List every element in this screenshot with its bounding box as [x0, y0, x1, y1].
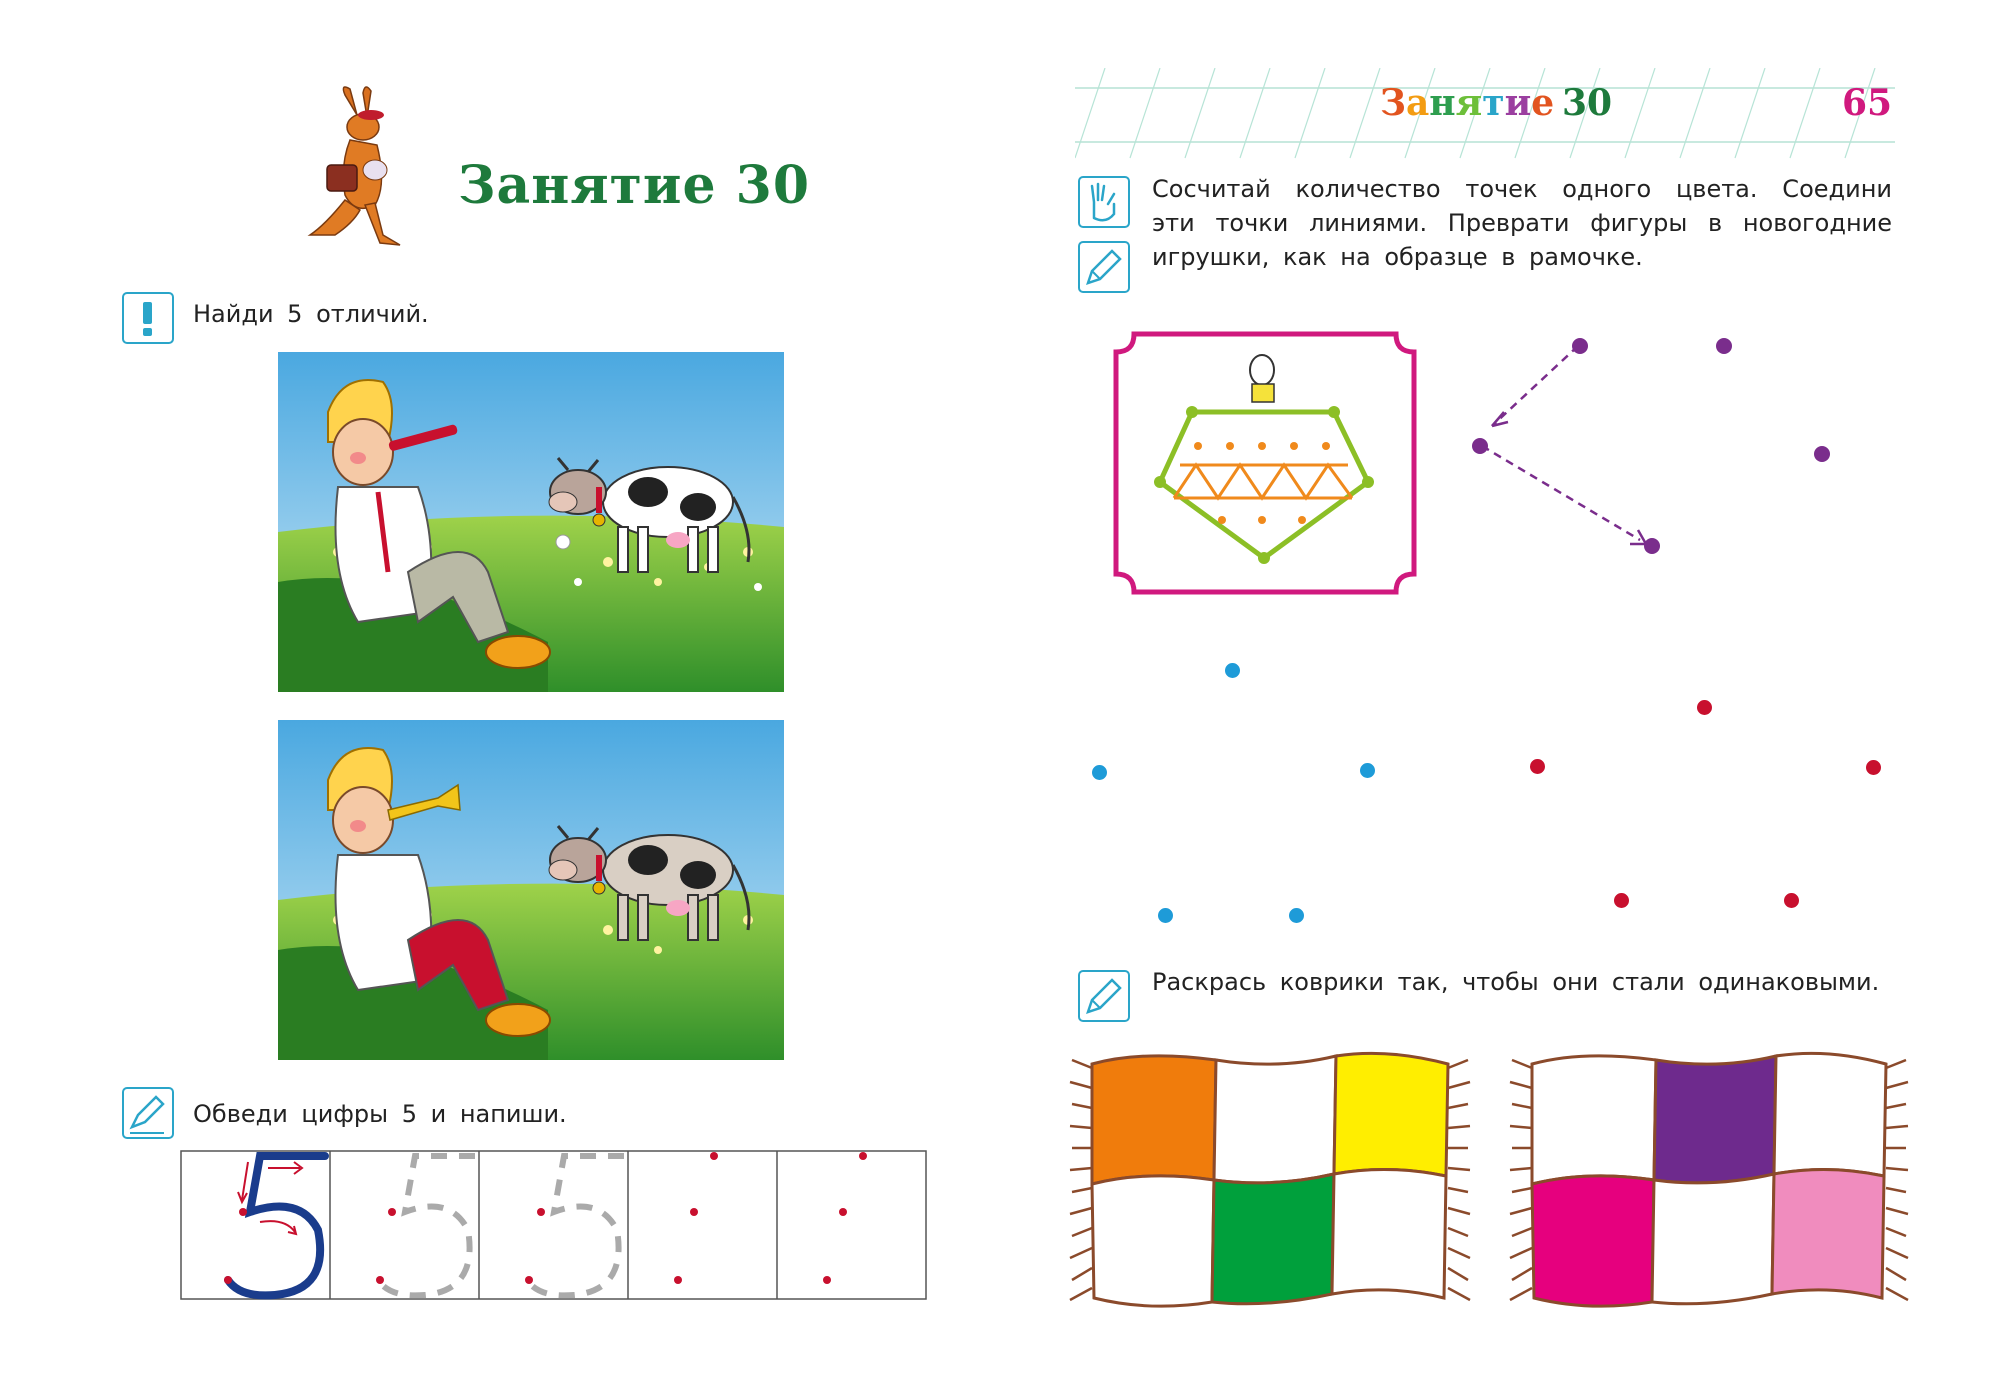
blue-dot: [1225, 663, 1240, 678]
header-letter: т: [1482, 82, 1505, 124]
task1-instruction: Найди 5 отличий.: [193, 300, 429, 328]
header-letter: е: [1531, 82, 1555, 124]
difference-picture-1: [278, 352, 784, 692]
difference-picture-2: [278, 720, 784, 1060]
header-letter: я: [1455, 82, 1483, 124]
exclamation-icon: [122, 292, 174, 344]
task3-instruction: Сосчитай количество точек одного цвета. Соедини эти точки линиями. Преврати фигуры в новогодние игрушки, как на образце в рамочке.: [1152, 175, 1892, 271]
blue-dot: [1158, 908, 1173, 923]
header-letter: н: [1429, 82, 1456, 124]
purple-dot-group: [1460, 330, 1840, 570]
purple-dot: [1814, 446, 1830, 462]
blue-dot: [1289, 908, 1304, 923]
lesson-title: Занятие 30: [458, 155, 811, 216]
task4-instruction: Раскрась коврики так, чтобы они стали одинаковыми.: [1152, 968, 1880, 996]
purple-dot: [1572, 338, 1588, 354]
blue-dot: [1360, 763, 1375, 778]
purple-dot: [1716, 338, 1732, 354]
purple-dot: [1472, 438, 1488, 454]
red-dot: [1866, 760, 1881, 775]
header-letter: и: [1504, 82, 1532, 124]
digit-writing-cells: [180, 1150, 932, 1302]
sample-toy-frame: [1112, 330, 1418, 596]
pencil-icon: [1078, 241, 1130, 293]
red-dot: [1784, 893, 1799, 908]
hand-counting-icon: [1078, 176, 1130, 228]
pencil-trace-icon: [122, 1087, 174, 1139]
red-dot: [1614, 893, 1629, 908]
page-number: 65: [1842, 82, 1893, 124]
rugs-coloring: [1068, 1048, 1910, 1314]
header-letter: а: [1405, 82, 1430, 124]
header-lesson-word: [1380, 82, 1554, 124]
pencil-icon: [1078, 970, 1130, 1022]
blue-dot: [1092, 765, 1107, 780]
purple-dot: [1644, 538, 1660, 554]
kangaroo-mascot-icon: [305, 85, 415, 250]
header-letter: З: [1380, 82, 1406, 124]
header-lesson-number: 30: [1562, 82, 1613, 124]
task2-instruction: Обведи цифры 5 и напиши.: [193, 1100, 567, 1128]
red-dot: [1530, 759, 1545, 774]
red-dot: [1697, 700, 1712, 715]
